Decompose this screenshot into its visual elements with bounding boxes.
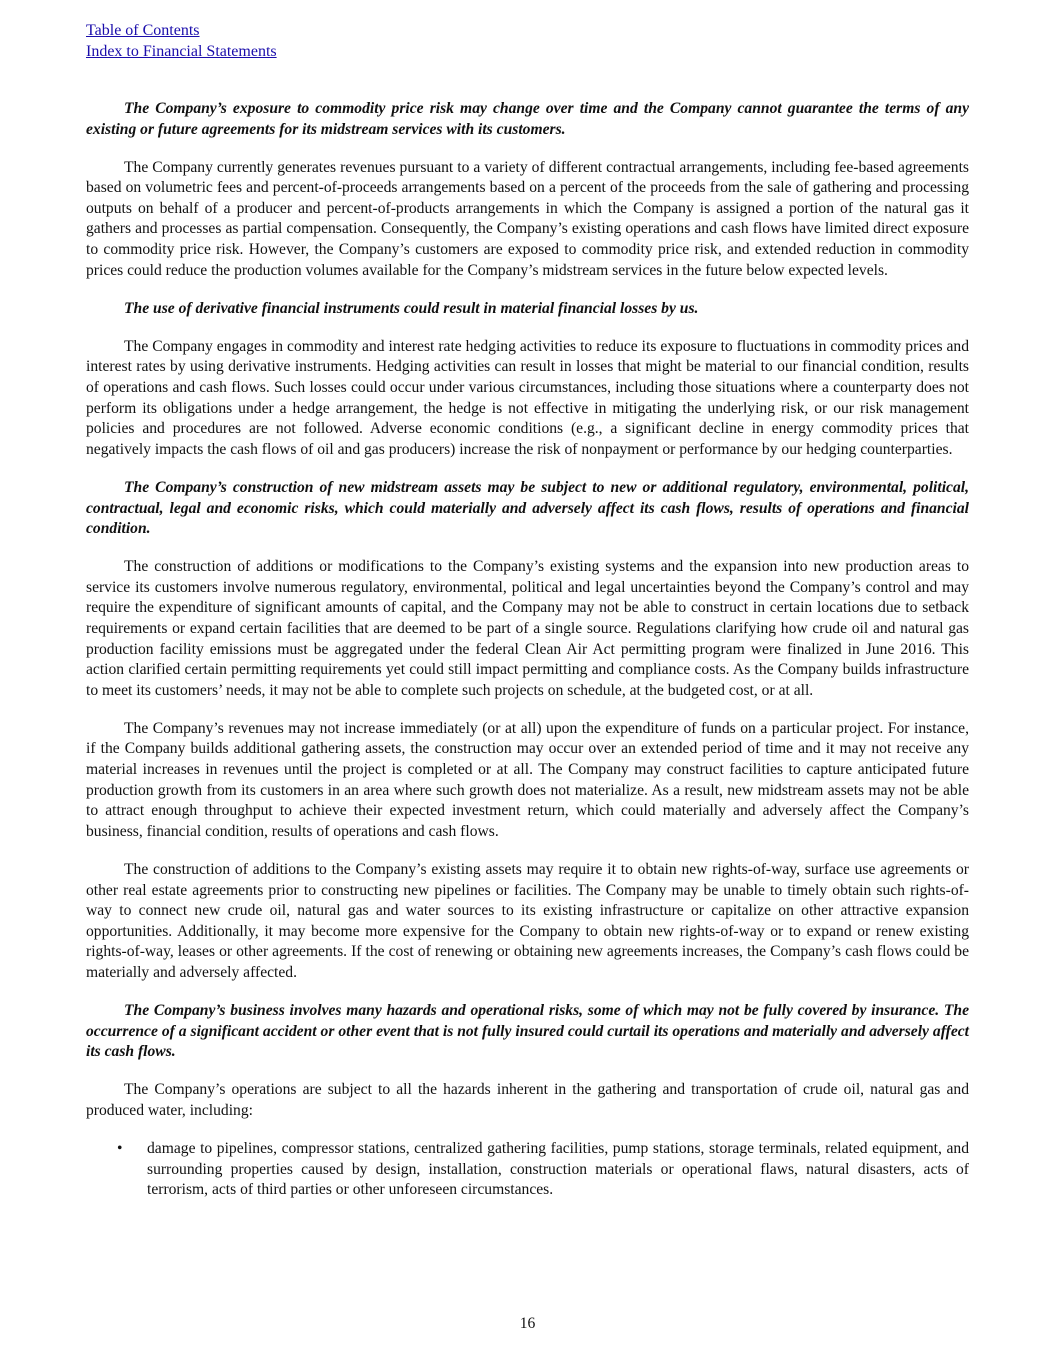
table-of-contents-link[interactable]: Table of Contents [86, 22, 200, 39]
navigation-links [86, 20, 969, 62]
hazards-bullet-item [86, 1139, 969, 1201]
risk-factors-content [86, 99, 969, 1201]
derivative-risk-paragraph: The Company engages in commodity and interest rate hedging activities to reduce its exposure to fluctuations in commodity prices and interest rates by using derivative instruments. Hedging activities can result in losses that might be material to our financial condition, results of operations and cash flows. Such losses could occur under various circumstances, including those situations where a counterparty does not perform its obligations under a hedge arrangement, the hedge is not effective in mitigating the underlying risk, or our risk management policies and procedures are not followed. Adverse economic conditions (e.g., a significant decline in energy commodity prices that negatively impacts the cash flows of oil and gas producers) increase the risk of nonpayment or performance by our hedging counterparties. [86, 337, 969, 458]
construction-risk-heading: The Company’s construction of new midstream assets may be subject to new or additional regulatory, environmental, political, contractual, legal and economic risks, which could materially and adversely affect its cash flows, results of operations and financial condition. [86, 478, 969, 538]
construction-risk-paragraph-2: The Company’s revenues may not increase immediately (or at all) upon the expenditure of funds on a particular project. For instance, if the Company builds additional gathering assets, the construction may occur over an extended period of time and it may not receive any material increases in revenues until the project is completed or at all. The Company may construct facilities to capture anticipated future production growth from its customers in an area where such growth does not materialize. As a result, new midstream assets may not be able to attract enough throughput to achieve their expected investment return, which could materially and adversely affect the Company’s business, financial condition, results of operations and cash flows. [86, 719, 969, 840]
hazards-risk-heading: The Company’s business involves many hazards and operational risks, some of which may not be fully covered by insurance. The occurrence of a significant accident or other event that is not fully insured could curtail its operations and materially and adversely affect its cash flows. [86, 1001, 969, 1061]
hazards-risk-paragraph: The Company’s operations are subject to all the hazards inherent in the gathering and transportation of crude oil, natural gas and produced water, including: [86, 1081, 969, 1119]
page-number: 16 [519, 1315, 536, 1332]
commodity-risk-paragraph: The Company currently generates revenues pursuant to a variety of different contractual arrangements, including fee-based agreements based on volumetric fees and percent-of-proceeds arrangements based on a percent of the proceeds from the sale of gathering and processing outputs on behalf of a producer and percent-of-products arrangements in which the Company is assigned a portion of the natural gas it gathers and processes as partial compensation. Consequently, the Company’s existing operations and cash flows have limited direct exposure to commodity price risk. However, the Company’s customers are exposed to commodity price risk, and extended reduction in commodity prices could reduce the production volumes available for the Company’s midstream services in the future below expected levels. [86, 158, 969, 279]
index-to-financial-statements-link[interactable]: Index to Financial Statements [86, 43, 277, 60]
commodity-risk-heading: The Company’s exposure to commodity price risk may change over time and the Company cannot guarantee the terms of any existing or future agreements for its midstream services with its customers. [86, 100, 969, 138]
derivative-risk-heading: The use of derivative financial instruments could result in material financial losses by us. [124, 299, 699, 317]
bullet-text: damage to pipelines, compressor stations, centralized gathering facilities, pump stations, storage terminals, related equipment, and surrounding properties caused by design, installation, construction materials or operational flaws, natural disasters, acts of terrorism, acts of third parties or other unforeseen circumstances. [147, 1139, 969, 1199]
construction-risk-paragraph-1: The construction of additions or modifications to the Company’s existing systems and the expansion into new production areas to service its customers involve numerous regulatory, environmental, political and legal uncertainties beyond the Company’s control and may require the expenditure of significant amounts of capital, and the Company may not be able to construct in certain locations due to setback requirements or expand certain facilities that are deemed to be part of a single source. Regulations clarifying how crude oil and natural gas production facility emissions must be aggregated under the federal Clean Air Act permitting program were finalized in June 2016. This action clarified certain permitting requirements yet could still impact permitting and compliance costs. As the Company builds infrastructure to meet its customers’ needs, it may not be able to complete such projects on schedule, at the budgeted cost, or at all. [86, 558, 969, 699]
construction-risk-paragraph-3: The construction of additions to the Company’s existing assets may require it to obtain new rights-of-way, surface use agreements or other real estate agreements prior to constructing new pipelines or facilities. The Company may be unable to timely obtain such rights-of-way to connect new crude oil, natural gas and water sources to its existing infrastructure or capitalize on other attractive expansion opportunities. Additionally, it may become more expensive for the Company to obtain new rights-of-way or to expand or renew existing rights-of-way, leases or other agreements. If the cost of renewing or obtaining new agreements increases, the Company’s cash flows could be materially and adversely affected. [86, 860, 969, 981]
bullet-marker: • [117, 1139, 123, 1157]
